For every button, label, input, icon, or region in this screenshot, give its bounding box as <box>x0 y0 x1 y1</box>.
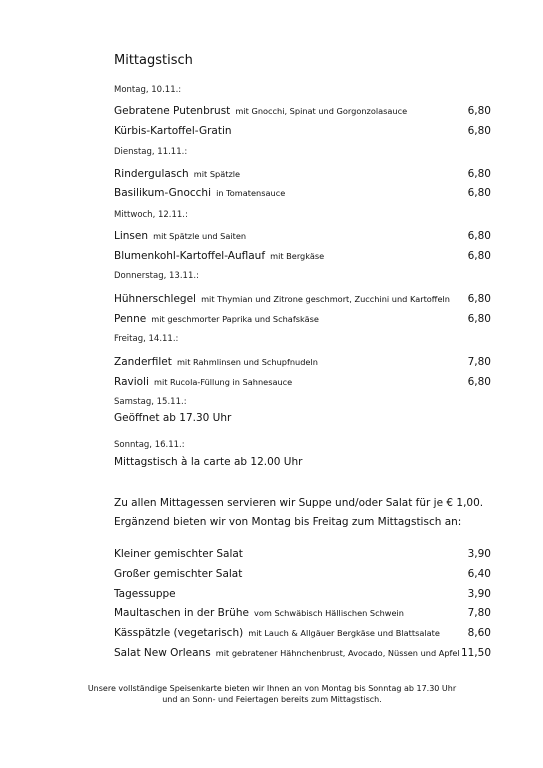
day-label-monday: Montag, 10.11.: <box>114 85 182 95</box>
dish-name: Blumenkohl-Kartoffel-Auflauf <box>114 250 266 262</box>
dish-description: in Tomatensauce <box>216 188 286 198</box>
dish-price: 6,80 <box>467 313 491 325</box>
day-label-friday: Freitag, 14.11.: <box>114 334 179 344</box>
dish-name: Penne <box>114 313 147 325</box>
dish-name: Gebratene Putenbrust <box>114 105 231 117</box>
menu-item <box>114 287 491 306</box>
extra-item <box>114 601 491 620</box>
dish-price: 6,80 <box>467 230 491 242</box>
menu-item <box>114 350 491 369</box>
dish-name: Kässpätzle (vegetarisch) <box>114 627 244 639</box>
menu-item <box>114 224 491 243</box>
dish-name: Basilikum-Gnocchi <box>114 187 212 199</box>
info-line: Ergänzend bieten wir von Montag bis Freitag zum Mittagstisch an: <box>114 516 462 528</box>
extra-item <box>114 582 491 601</box>
dish-price: 3,90 <box>467 588 491 600</box>
day-label-thursday: Donnerstag, 13.11.: <box>114 271 199 281</box>
dish-description: mit Rahmlinsen und Schupfnudeln <box>176 357 318 367</box>
dish-price: 6,80 <box>467 168 491 180</box>
dish-price: 6,80 <box>467 125 491 137</box>
dish-price: 6,40 <box>467 568 491 580</box>
day-label-saturday: Samstag, 15.11.: <box>114 397 187 407</box>
dish-description: mit geschmorter Paprika und Schafskäse <box>151 314 319 324</box>
dish-description: mit Gnocchi, Spinat und Gorgonzolasauce <box>235 106 408 116</box>
dish-price: 7,80 <box>467 607 491 619</box>
dish-description: vom Schwäbisch Hällischen Schwein <box>254 608 404 618</box>
menu-item <box>114 244 491 263</box>
dish-price: 6,80 <box>467 293 491 305</box>
dish-description: mit Bergkäse <box>270 251 325 261</box>
dish-description: mit Rucola-Füllung in Sahnesauce <box>153 377 293 387</box>
dish-price: 11,50 <box>460 647 491 659</box>
dish-name: Kleiner gemischter Salat <box>114 548 243 560</box>
menu-item <box>114 307 491 326</box>
dish-name: Maultaschen in der Brühe <box>114 607 249 619</box>
dish-name: Ravioli <box>114 376 149 388</box>
day-label-tuesday: Dienstag, 11.11.: <box>114 147 188 157</box>
opening-note: Mittagstisch à la carte ab 12.00 Uhr <box>114 456 303 468</box>
dish-price: 6,80 <box>467 376 491 388</box>
dish-price: 6,80 <box>467 187 491 199</box>
menu-item <box>114 99 491 118</box>
dish-name: Kürbis-Kartoffel-Gratin <box>114 125 232 137</box>
dish-description: mit Spätzle und Saiten <box>153 231 247 241</box>
opening-note: Geöffnet ab 17.30 Uhr <box>114 412 232 424</box>
dish-price: 6,80 <box>467 250 491 262</box>
dish-description: mit Thymian und Zitrone geschmort, Zucchini und Kartoffeln <box>201 294 450 304</box>
dish-name: Tagessuppe <box>114 588 176 600</box>
extra-item <box>114 562 491 581</box>
menu-item <box>114 181 491 200</box>
extra-item <box>114 621 491 640</box>
dish-price: 8,60 <box>467 627 491 639</box>
dish-price: 7,80 <box>467 356 491 368</box>
dish-price: 6,80 <box>467 105 491 117</box>
dish-name: Salat New Orleans <box>114 647 211 659</box>
extra-item <box>114 641 491 660</box>
info-line: Zu allen Mittagessen servieren wir Suppe und/oder Salat für je € 1,00. <box>114 497 484 509</box>
footer-note <box>60 683 484 705</box>
dish-name: Rindergulasch <box>114 168 189 180</box>
menu-item <box>114 370 491 389</box>
day-label-wednesday: Mittwoch, 12.11.: <box>114 210 188 220</box>
dish-description: mit Lauch & Allgäuer Bergkäse und Blattsalate <box>248 628 440 638</box>
dish-name: Großer gemischter Salat <box>114 568 243 580</box>
page-title: Mittagstisch <box>114 53 193 68</box>
dish-description: mit gebratener Hähnchenbrust, Avocado, Nüssen und Apfel <box>215 648 460 658</box>
menu-item <box>114 162 491 181</box>
footer-line: Unsere vollständige Speisenkarte bieten wir Ihnen an von Montag bis Sonntag ab 17.30 Uhr <box>87 684 457 693</box>
footer-line: und an Sonn- und Feiertagen bereits zum Mittagstisch. <box>162 695 382 704</box>
dish-description: mit Spätzle <box>193 169 241 179</box>
dish-name: Zanderfilet <box>114 356 172 368</box>
extra-item <box>114 542 491 561</box>
dish-name: Hühnerschlegel <box>114 293 196 305</box>
dish-name: Linsen <box>114 230 149 242</box>
day-label-sunday: Sonntag, 16.11.: <box>114 440 185 450</box>
menu-item <box>114 119 491 138</box>
dish-price: 3,90 <box>467 548 491 560</box>
